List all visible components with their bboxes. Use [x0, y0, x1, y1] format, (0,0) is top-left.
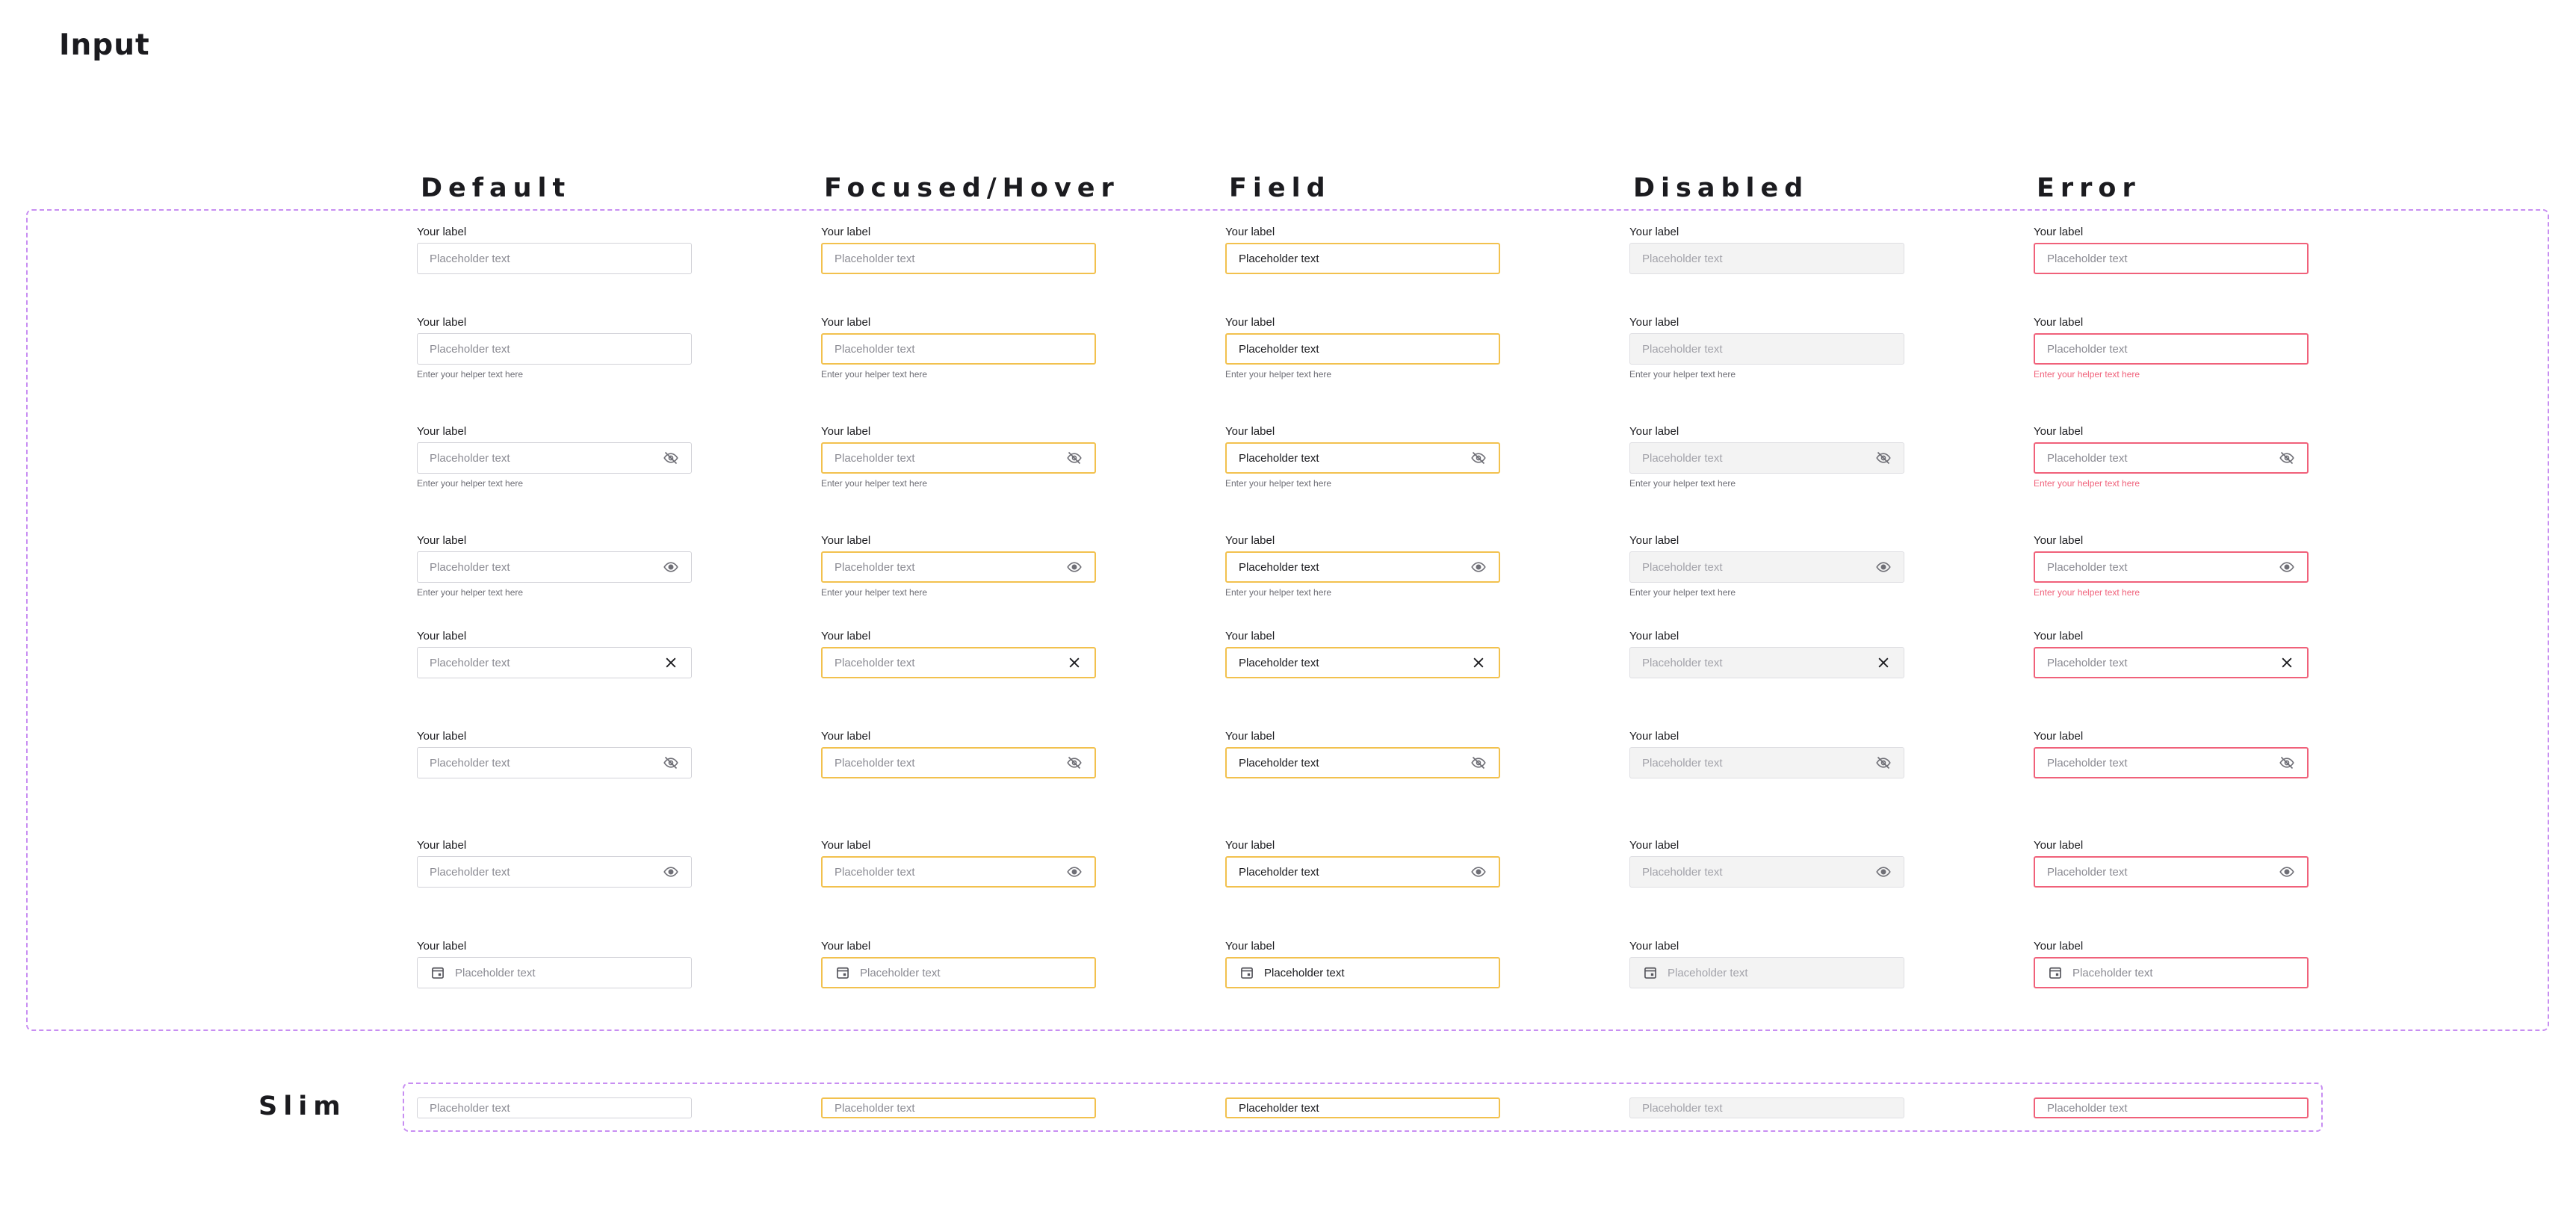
- eye-icon[interactable]: [2279, 864, 2295, 880]
- input-placeholder: Placeholder text: [835, 342, 915, 356]
- helper-text: Enter your helper text here: [821, 478, 928, 489]
- input-value: Placeholder text: [1239, 342, 1319, 356]
- input-label: Your label: [1629, 226, 1679, 238]
- input-default-row-3: [417, 425, 692, 489]
- text-input: [1629, 333, 1904, 365]
- input-disabled-row-3: [1629, 425, 1904, 489]
- input-placeholder: Placeholder text: [1642, 865, 1723, 879]
- input-field-row-3: [1225, 425, 1500, 489]
- input-error-row-4: [2034, 534, 2309, 598]
- input-error-row-2: [2034, 316, 2309, 380]
- helper-text: Enter your helper text here: [417, 587, 524, 598]
- input-label: Your label: [1629, 316, 1679, 329]
- helper-text: Enter your helper text here: [821, 369, 928, 380]
- text-input[interactable]: [417, 243, 692, 274]
- text-input[interactable]: [2034, 747, 2309, 778]
- close-icon[interactable]: [663, 654, 679, 671]
- text-input[interactable]: [1225, 333, 1500, 365]
- input-value: Placeholder text: [1239, 560, 1319, 574]
- input-value: Placeholder text: [1239, 252, 1319, 265]
- input-label: Your label: [1629, 425, 1679, 438]
- input-label: Your label: [821, 316, 871, 329]
- text-input[interactable]: [1225, 647, 1500, 678]
- input-focused-row-1: [821, 226, 1096, 274]
- text-input[interactable]: [1225, 747, 1500, 778]
- input-value: Placeholder text: [1264, 966, 1345, 979]
- input-placeholder: Placeholder text: [1642, 252, 1723, 265]
- text-input[interactable]: [1225, 442, 1500, 474]
- input-error-row-8: [2034, 940, 2309, 988]
- input-label: Your label: [2034, 534, 2084, 547]
- input-field-row-4: [1225, 534, 1500, 598]
- input-default-row-6: [417, 730, 692, 778]
- input-error-row-6: [2034, 730, 2309, 778]
- input-field-row-1: [1225, 226, 1500, 274]
- input-placeholder: Placeholder text: [455, 966, 536, 979]
- calendar-icon: [1239, 964, 1255, 981]
- input-placeholder: Placeholder text: [1642, 756, 1723, 769]
- slim-input-field[interactable]: [1225, 1097, 1500, 1118]
- input-focused-row-3: [821, 425, 1096, 489]
- helper-text: Enter your helper text here: [2034, 587, 2140, 598]
- input-placeholder: Placeholder text: [2047, 252, 2128, 265]
- input-error-row-1: [2034, 226, 2309, 274]
- input-label: Your label: [821, 730, 871, 743]
- input-label: Your label: [2034, 839, 2084, 852]
- text-input[interactable]: [821, 957, 1096, 988]
- input-field-row-8: [1225, 940, 1500, 988]
- text-input[interactable]: [417, 856, 692, 888]
- eye-off-icon[interactable]: [663, 755, 679, 771]
- close-icon[interactable]: [2279, 654, 2295, 671]
- eye-off-icon[interactable]: [1470, 755, 1487, 771]
- input-label: Your label: [417, 940, 467, 953]
- text-input[interactable]: [417, 551, 692, 583]
- eye-icon[interactable]: [1470, 559, 1487, 575]
- input-label: Your label: [2034, 940, 2084, 953]
- input-default-row-1: [417, 226, 692, 274]
- helper-text: Enter your helper text here: [417, 478, 524, 489]
- input-label: Your label: [1225, 730, 1275, 743]
- eye-icon[interactable]: [2279, 559, 2295, 575]
- text-input[interactable]: [2034, 442, 2309, 474]
- input-placeholder: Placeholder text: [835, 756, 915, 769]
- text-input: [1629, 243, 1904, 274]
- input-placeholder: Placeholder text: [835, 1101, 915, 1115]
- helper-text: Enter your helper text here: [821, 587, 928, 598]
- input-placeholder: Placeholder text: [835, 865, 915, 879]
- helper-text: Enter your helper text here: [1225, 587, 1332, 598]
- input-placeholder: Placeholder text: [835, 252, 915, 265]
- input-default-row-7: [417, 839, 692, 888]
- input-label: Your label: [821, 940, 871, 953]
- input-placeholder: Placeholder text: [835, 560, 915, 574]
- input-label: Your label: [417, 534, 467, 547]
- text-input: [1629, 747, 1904, 778]
- input-label: Your label: [821, 839, 871, 852]
- input-label: Your label: [1629, 839, 1679, 852]
- text-input[interactable]: [417, 442, 692, 474]
- input-label: Your label: [417, 425, 467, 438]
- eye-off-icon[interactable]: [2279, 755, 2295, 771]
- input-label: Your label: [821, 425, 871, 438]
- input-placeholder: Placeholder text: [2047, 865, 2128, 879]
- helper-text: Enter your helper text here: [417, 369, 524, 380]
- input-label: Your label: [1225, 534, 1275, 547]
- eye-off-icon[interactable]: [1470, 450, 1487, 466]
- helper-text: Enter your helper text here: [1629, 587, 1736, 598]
- input-field-row-2: [1225, 316, 1500, 380]
- input-placeholder: Placeholder text: [835, 451, 915, 465]
- input-placeholder: Placeholder text: [430, 451, 510, 465]
- input-placeholder: Placeholder text: [430, 252, 510, 265]
- input-focused-row-4: [821, 534, 1096, 598]
- calendar-icon: [1642, 964, 1659, 981]
- input-placeholder: Placeholder text: [2047, 656, 2128, 669]
- input-placeholder: Placeholder text: [1642, 451, 1723, 465]
- input-focused-row-8: [821, 940, 1096, 988]
- input-placeholder: Placeholder text: [430, 342, 510, 356]
- text-input[interactable]: [2034, 333, 2309, 365]
- text-input[interactable]: [2034, 647, 2309, 678]
- input-label: Your label: [2034, 730, 2084, 743]
- input-placeholder: Placeholder text: [2047, 1101, 2128, 1115]
- input-label: Your label: [417, 730, 467, 743]
- helper-text: Enter your helper text here: [1629, 369, 1736, 380]
- input-label: Your label: [417, 839, 467, 852]
- input-disabled-row-2: [1629, 316, 1904, 380]
- eye-icon[interactable]: [1875, 864, 1892, 880]
- helper-text: Enter your helper text here: [2034, 478, 2140, 489]
- text-input[interactable]: [2034, 551, 2309, 583]
- input-placeholder: Placeholder text: [860, 966, 941, 979]
- input-label: Your label: [2034, 226, 2084, 238]
- text-input[interactable]: [821, 442, 1096, 474]
- eye-icon[interactable]: [1066, 559, 1083, 575]
- text-input[interactable]: [417, 747, 692, 778]
- input-disabled-row-8: [1629, 940, 1904, 988]
- close-icon[interactable]: [1470, 654, 1487, 671]
- text-input: [1629, 551, 1904, 583]
- slim-input-error[interactable]: [2034, 1097, 2309, 1118]
- helper-text: Enter your helper text here: [2034, 369, 2140, 380]
- input-placeholder: Placeholder text: [430, 1101, 510, 1115]
- input-label: Your label: [417, 630, 467, 642]
- text-input[interactable]: [821, 647, 1096, 678]
- input-field-row-5: [1225, 630, 1500, 678]
- column-heading-default: Default: [421, 173, 572, 203]
- input-label: Your label: [821, 630, 871, 642]
- input-label: Your label: [2034, 630, 2084, 642]
- text-input: [1629, 957, 1904, 988]
- text-input[interactable]: [2034, 957, 2309, 988]
- input-label: Your label: [1225, 839, 1275, 852]
- input-label: Your label: [1629, 534, 1679, 547]
- input-disabled-row-7: [1629, 839, 1904, 888]
- input-label: Your label: [1225, 316, 1275, 329]
- input-placeholder: Placeholder text: [2072, 966, 2153, 979]
- input-value: Placeholder text: [1239, 865, 1319, 879]
- eye-icon[interactable]: [663, 864, 679, 880]
- calendar-icon: [430, 964, 446, 981]
- text-input[interactable]: [1225, 243, 1500, 274]
- eye-off-icon[interactable]: [1066, 450, 1083, 466]
- text-input[interactable]: [2034, 243, 2309, 274]
- input-placeholder: Placeholder text: [2047, 451, 2128, 465]
- eye-icon[interactable]: [663, 559, 679, 575]
- eye-icon[interactable]: [1066, 864, 1083, 880]
- text-input[interactable]: [821, 333, 1096, 365]
- input-label: Your label: [1629, 940, 1679, 953]
- text-input[interactable]: [2034, 856, 2309, 888]
- input-disabled-row-6: [1629, 730, 1904, 778]
- slim-input-default[interactable]: [417, 1097, 692, 1118]
- eye-icon[interactable]: [1875, 559, 1892, 575]
- input-value: Placeholder text: [1239, 656, 1319, 669]
- text-input[interactable]: [417, 333, 692, 365]
- input-focused-row-5: [821, 630, 1096, 678]
- text-input[interactable]: [417, 957, 692, 988]
- input-placeholder: Placeholder text: [1642, 342, 1723, 356]
- eye-icon[interactable]: [1470, 864, 1487, 880]
- input-label: Your label: [2034, 425, 2084, 438]
- input-value: Placeholder text: [1239, 451, 1319, 465]
- input-focused-row-6: [821, 730, 1096, 778]
- input-label: Your label: [821, 534, 871, 547]
- text-input: [1629, 856, 1904, 888]
- column-heading-field: Field: [1229, 173, 1331, 203]
- text-input[interactable]: [821, 551, 1096, 583]
- text-input[interactable]: [1225, 957, 1500, 988]
- input-default-row-5: [417, 630, 692, 678]
- input-placeholder: Placeholder text: [835, 656, 915, 669]
- input-default-row-4: [417, 534, 692, 598]
- input-placeholder: Placeholder text: [1642, 560, 1723, 574]
- input-field-row-7: [1225, 839, 1500, 888]
- input-disabled-row-4: [1629, 534, 1904, 598]
- calendar-icon: [2047, 964, 2063, 981]
- text-input[interactable]: [821, 243, 1096, 274]
- input-disabled-row-1: [1629, 226, 1904, 274]
- eye-off-icon[interactable]: [663, 450, 679, 466]
- eye-off-icon[interactable]: [1875, 755, 1892, 771]
- helper-text: Enter your helper text here: [1225, 369, 1332, 380]
- input-label: Your label: [1225, 226, 1275, 238]
- input-placeholder: Placeholder text: [2047, 560, 2128, 574]
- input-error-row-3: [2034, 425, 2309, 489]
- text-input[interactable]: [1225, 856, 1500, 888]
- helper-text: Enter your helper text here: [1629, 478, 1736, 489]
- input-focused-row-7: [821, 839, 1096, 888]
- text-input: [1629, 442, 1904, 474]
- input-placeholder: Placeholder text: [430, 656, 510, 669]
- input-default-row-8: [417, 940, 692, 988]
- column-heading-disabled: Disabled: [1633, 173, 1809, 203]
- input-label: Your label: [1629, 730, 1679, 743]
- input-error-row-7: [2034, 839, 2309, 888]
- slim-heading: Slim: [258, 1091, 347, 1121]
- eye-off-icon[interactable]: [1875, 450, 1892, 466]
- slim-input-focused[interactable]: [821, 1097, 1096, 1118]
- input-disabled-row-5: [1629, 630, 1904, 678]
- input-label: Your label: [417, 316, 467, 329]
- input-focused-row-2: [821, 316, 1096, 380]
- input-label: Your label: [1225, 630, 1275, 642]
- input-label: Your label: [2034, 316, 2084, 329]
- input-error-row-5: [2034, 630, 2309, 678]
- input-placeholder: Placeholder text: [1642, 656, 1723, 669]
- input-label: Your label: [1629, 630, 1679, 642]
- input-default-row-2: [417, 316, 692, 380]
- input-label: Your label: [821, 226, 871, 238]
- input-placeholder: Placeholder text: [430, 865, 510, 879]
- column-heading-error: Error: [2037, 173, 2141, 203]
- text-input[interactable]: [417, 647, 692, 678]
- input-label: Your label: [1225, 940, 1275, 953]
- input-placeholder: Placeholder text: [1642, 1101, 1723, 1115]
- close-icon[interactable]: [1875, 654, 1892, 671]
- input-placeholder: Placeholder text: [1668, 966, 1748, 979]
- input-label: Your label: [417, 226, 467, 238]
- column-heading-focused: Focused/Hover: [824, 173, 1120, 203]
- helper-text: Enter your helper text here: [1225, 478, 1332, 489]
- close-icon[interactable]: [1066, 654, 1083, 671]
- text-input[interactable]: [1225, 551, 1500, 583]
- text-input[interactable]: [821, 747, 1096, 778]
- input-value: Placeholder text: [1239, 1101, 1319, 1115]
- input-placeholder: Placeholder text: [430, 560, 510, 574]
- input-placeholder: Placeholder text: [430, 756, 510, 769]
- text-input: [1629, 647, 1904, 678]
- input-placeholder: Placeholder text: [2047, 756, 2128, 769]
- page-title: Input: [59, 28, 150, 62]
- input-field-row-6: [1225, 730, 1500, 778]
- input-label: Your label: [1225, 425, 1275, 438]
- calendar-icon: [835, 964, 851, 981]
- eye-off-icon[interactable]: [1066, 755, 1083, 771]
- slim-input-disabled: [1629, 1097, 1904, 1118]
- text-input[interactable]: [821, 856, 1096, 888]
- eye-off-icon[interactable]: [2279, 450, 2295, 466]
- input-value: Placeholder text: [1239, 756, 1319, 769]
- input-placeholder: Placeholder text: [2047, 342, 2128, 356]
